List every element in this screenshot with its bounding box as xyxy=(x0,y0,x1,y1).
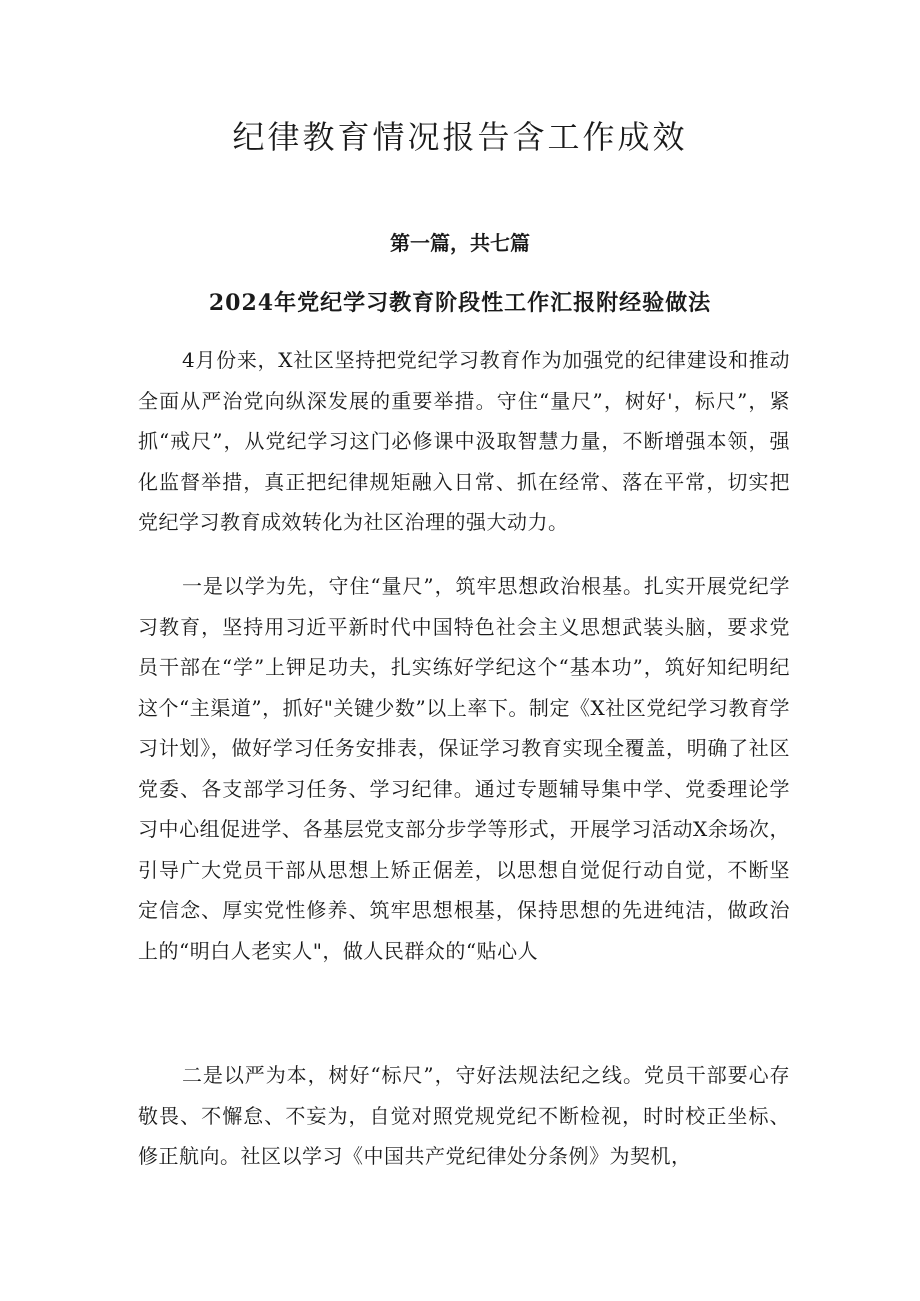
paragraph-point-one: 一是以学为先，守住“量尺”，筑牢思想政治根基。扎实开展党纪学习教育，坚持用习近平新时代中国特色社会主义思想武装头脑，要求党员干部在“学”上钾足功夫，扎实练好学纪这个“基本功”，筑好知纪明纪这个“主渠道”，抓好"关键少数”以上率下。制定《X社区党纪学习教育学习计划》，做好学习任务安排表，保证学习教育实现全覆盖，明确了社区党委、各支部学习任务、学习纪律。通过专题辅导集中学、党委理论学习中心组促进学、各基层党支部分步学等形式，开展学习活动X余场次，引导广大党员干部从思想上矫正倨差，以思想自觉促行动自觉，不断坚定信念、厚实党性修养、筑牢思想根基，保持思想的先进纯洁，做政治上的“明白人老实人"，做人民群众的“贴心人 xyxy=(138,574,790,963)
document-title: 纪律教育情况报告含工作成效 xyxy=(232,118,688,156)
paragraph-intro: 4月份来，X社区坚持把党纪学习教育作为加强党的纪律建设和推动全面从严治党向纵深发展的重要举措。守住“量尺”，树好'，标尺”，紧抓“戒尺”，从党纪学习这门必修课中汲取智慧力量，不断增强本领，强化监督举措，真正把纪律规矩融入日常、抓在经常、落在平常，切实把党纪学习教育成效转化为社区治理的强大动力。 xyxy=(138,348,790,534)
chapter-heading: 第一篇，共七篇 xyxy=(390,231,530,255)
paragraph-point-two: 二是以严为本，树好“标尺”，守好法规法纪之线。党员干部要心存敬畏、不懈怠、不妄为，自觉对照党规党纪不断检视，时时校正坐标、修正航向。社区以学习《中国共产党纪律处分条例》为契机， xyxy=(138,1063,790,1168)
article-subtitle: 2024年党纪学习教育阶段性工作汇报附经验做法 xyxy=(208,290,712,316)
